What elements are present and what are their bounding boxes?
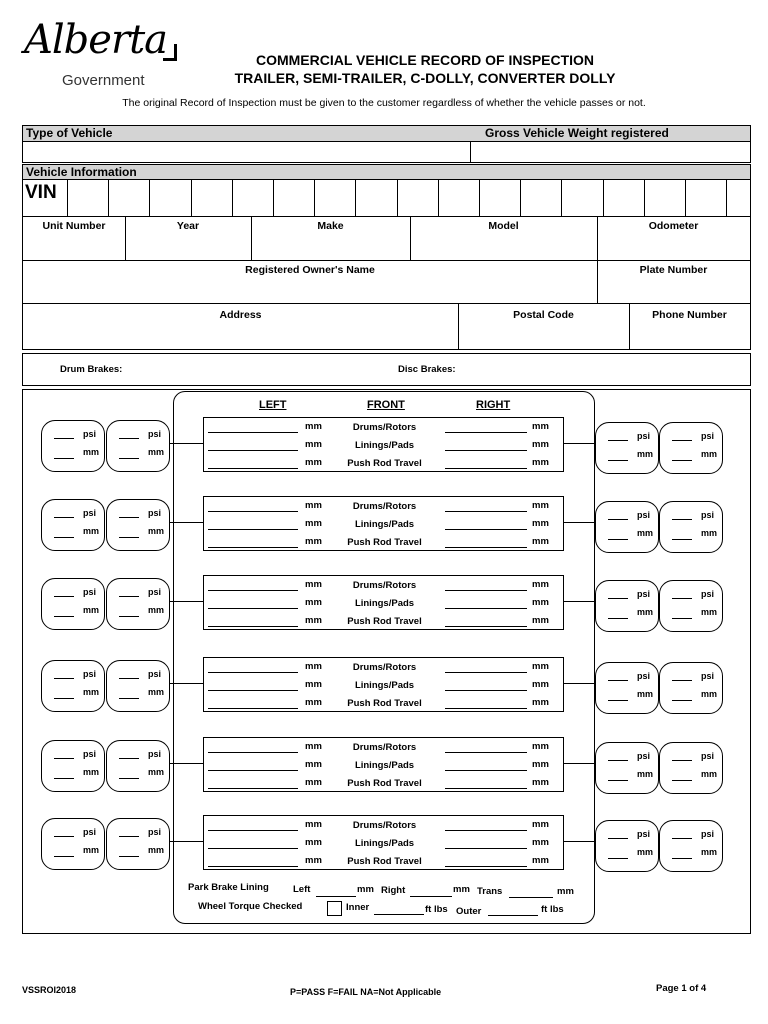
- right-mm-unit: mm: [532, 518, 549, 529]
- tread-field[interactable]: [672, 780, 692, 781]
- park-left-field[interactable]: [316, 896, 356, 897]
- left-mm-unit: mm: [305, 457, 322, 468]
- postal-code-label: Postal Code: [513, 309, 574, 321]
- park-left-label: Left: [293, 884, 311, 895]
- left-mm-unit: mm: [305, 759, 322, 770]
- mm-unit: mm: [147, 845, 164, 855]
- notice-text: The original Record of Inspection must be given to the customer regardless of whether the vehicle passes or not.: [122, 97, 646, 109]
- left-mm-unit: mm: [305, 579, 322, 590]
- right-mm-unit: mm: [532, 536, 549, 547]
- vin-digit-cell[interactable]: [150, 180, 190, 216]
- vin-digit-cell[interactable]: [68, 180, 108, 216]
- psi-unit: psi: [636, 671, 650, 681]
- tread-field[interactable]: [672, 618, 692, 619]
- alberta-logo: Alberta: [24, 17, 167, 63]
- brake-type-row: [22, 353, 751, 386]
- psi-unit: psi: [636, 510, 650, 520]
- psi-field[interactable]: [119, 438, 139, 439]
- psi-unit: psi: [700, 829, 714, 839]
- right-measure-field[interactable]: [445, 626, 527, 627]
- push-rod-travel-label: Push Rod Travel: [347, 856, 422, 867]
- left-mm-unit: mm: [305, 741, 322, 752]
- linings-pads-label: Linings/Pads: [354, 519, 415, 530]
- psi-field[interactable]: [119, 517, 139, 518]
- right-measure-field[interactable]: [445, 672, 527, 673]
- right-mm-unit: mm: [532, 421, 549, 432]
- mm-unit: mm: [82, 845, 99, 855]
- mm-unit: mm: [82, 767, 99, 777]
- psi-unit: psi: [636, 589, 650, 599]
- left-mm-unit: mm: [305, 500, 322, 511]
- tread-field[interactable]: [119, 698, 139, 699]
- psi-unit: psi: [147, 827, 161, 837]
- tread-field[interactable]: [54, 616, 74, 617]
- tread-field[interactable]: [54, 856, 74, 857]
- plate-number-label: Plate Number: [639, 264, 708, 276]
- mm-unit: mm: [82, 605, 99, 615]
- park-trans-field[interactable]: [509, 897, 553, 898]
- mm-unit: mm: [147, 767, 164, 777]
- vin-digit-cell[interactable]: [480, 180, 520, 216]
- park-right-unit: mm: [453, 884, 470, 895]
- right-measure-field[interactable]: [445, 432, 527, 433]
- left-mm-unit: mm: [305, 679, 322, 690]
- unit-number-label: Unit Number: [42, 220, 106, 232]
- right-mm-unit: mm: [532, 457, 549, 468]
- vin-digit-cell[interactable]: [233, 180, 273, 216]
- form-code: VSSROI2018: [22, 985, 77, 995]
- left-mm-unit: mm: [305, 777, 322, 788]
- wheel-torque-checkbox[interactable]: [327, 901, 342, 916]
- pass-fail-legend: P=PASS F=FAIL NA=Not Applicable: [290, 987, 442, 997]
- mm-unit: mm: [700, 528, 717, 538]
- psi-field[interactable]: [608, 760, 628, 761]
- vin-digit-cell[interactable]: [109, 180, 149, 216]
- park-trans-label: Trans: [477, 886, 503, 897]
- left-mm-unit: mm: [305, 421, 322, 432]
- right-measure-field[interactable]: [445, 752, 527, 753]
- form-title-line2: TRAILER, SEMI-TRAILER, C-DOLLY, CONVERTER DOLLY: [234, 70, 616, 86]
- drums-rotors-label: Drums/Rotors: [352, 662, 417, 673]
- vin-digit-cell[interactable]: [192, 180, 232, 216]
- linings-pads-label: Linings/Pads: [354, 838, 415, 849]
- drums-rotors-label: Drums/Rotors: [352, 580, 417, 591]
- tire-right-outer[interactable]: [659, 422, 723, 474]
- phone-number-label: Phone Number: [652, 309, 727, 321]
- drums-rotors-label: Drums/Rotors: [352, 501, 417, 512]
- psi-unit: psi: [82, 508, 96, 518]
- inner-unit: ft lbs: [425, 904, 448, 915]
- gvw-field[interactable]: [472, 142, 750, 162]
- right-mm-unit: mm: [532, 697, 549, 708]
- park-right-field[interactable]: [410, 896, 452, 897]
- tread-field[interactable]: [608, 539, 628, 540]
- vin-label: VIN: [25, 182, 57, 203]
- right-measure-field[interactable]: [445, 450, 527, 451]
- tire-left-inner[interactable]: [106, 740, 170, 792]
- psi-field[interactable]: [672, 680, 692, 681]
- axle-1-brake-box: [203, 417, 564, 472]
- mm-unit: mm: [700, 607, 717, 617]
- mm-unit: mm: [700, 689, 717, 699]
- psi-unit: psi: [147, 508, 161, 518]
- psi-field[interactable]: [672, 838, 692, 839]
- linings-pads-label: Linings/Pads: [354, 440, 415, 451]
- drums-rotors-label: Drums/Rotors: [352, 820, 417, 831]
- tire-right-outer[interactable]: [659, 662, 723, 714]
- tire-left-inner[interactable]: [106, 818, 170, 870]
- psi-unit: psi: [82, 429, 96, 439]
- right-measure-field[interactable]: [445, 608, 527, 609]
- tread-field[interactable]: [672, 539, 692, 540]
- tread-field[interactable]: [119, 778, 139, 779]
- psi-field[interactable]: [608, 838, 628, 839]
- vehicle-type-section: [22, 125, 751, 163]
- push-rod-travel-label: Push Rod Travel: [347, 778, 422, 789]
- psi-field[interactable]: [119, 758, 139, 759]
- tread-field[interactable]: [54, 698, 74, 699]
- psi-unit: psi: [700, 510, 714, 520]
- left-mm-unit: mm: [305, 536, 322, 547]
- psi-field[interactable]: [54, 438, 74, 439]
- tire-left-inner[interactable]: [106, 660, 170, 712]
- vin-digit-cell[interactable]: [686, 180, 726, 216]
- right-mm-unit: mm: [532, 500, 549, 511]
- psi-field[interactable]: [119, 836, 139, 837]
- tire-right-inner[interactable]: [595, 742, 659, 794]
- park-right-label: Right: [381, 885, 406, 896]
- psi-unit: psi: [147, 587, 161, 597]
- mm-unit: mm: [147, 605, 164, 615]
- tread-field[interactable]: [119, 616, 139, 617]
- tread-field[interactable]: [54, 778, 74, 779]
- left-mm-unit: mm: [305, 439, 322, 450]
- type-of-vehicle-field[interactable]: [24, 142, 469, 162]
- vin-digit-cell[interactable]: [398, 180, 438, 216]
- vin-row: [22, 179, 751, 217]
- push-rod-travel-label: Push Rod Travel: [347, 698, 422, 709]
- unit-row: [22, 216, 751, 261]
- mm-unit: mm: [636, 689, 653, 699]
- outer-label: Outer: [456, 906, 482, 917]
- right-mm-unit: mm: [532, 855, 549, 866]
- psi-unit: psi: [82, 587, 96, 597]
- psi-unit: psi: [147, 749, 161, 759]
- tire-right-outer[interactable]: [659, 501, 723, 553]
- right-measure-field[interactable]: [445, 866, 527, 867]
- psi-field[interactable]: [119, 596, 139, 597]
- push-rod-travel-label: Push Rod Travel: [347, 537, 422, 548]
- tire-right-inner[interactable]: [595, 501, 659, 553]
- psi-unit: psi: [700, 431, 714, 441]
- drums-rotors-label: Drums/Rotors: [352, 742, 417, 753]
- tread-field[interactable]: [119, 458, 139, 459]
- right-mm-unit: mm: [532, 597, 549, 608]
- mm-unit: mm: [147, 526, 164, 536]
- tire-right-inner[interactable]: [595, 662, 659, 714]
- mm-unit: mm: [147, 687, 164, 697]
- right-measure-field[interactable]: [445, 848, 527, 849]
- psi-field[interactable]: [54, 678, 74, 679]
- address-label: Address: [219, 309, 262, 321]
- tread-field[interactable]: [119, 537, 139, 538]
- tread-field[interactable]: [608, 700, 628, 701]
- psi-unit: psi: [147, 429, 161, 439]
- psi-unit: psi: [700, 671, 714, 681]
- psi-field[interactable]: [672, 760, 692, 761]
- psi-unit: psi: [636, 829, 650, 839]
- axle-4-brake-box: [203, 657, 564, 712]
- right-measure-field[interactable]: [445, 708, 527, 709]
- tire-left-inner[interactable]: [106, 420, 170, 472]
- right-heading: RIGHT: [476, 399, 511, 411]
- tire-right-outer[interactable]: [659, 820, 723, 872]
- mm-unit: mm: [147, 447, 164, 457]
- mm-unit: mm: [700, 449, 717, 459]
- odometer-label: Odometer: [648, 220, 699, 232]
- tire-right-outer[interactable]: [659, 742, 723, 794]
- tire-right-inner[interactable]: [595, 580, 659, 632]
- vin-digit-cell[interactable]: [604, 180, 644, 216]
- tread-field[interactable]: [608, 780, 628, 781]
- right-mm-unit: mm: [532, 615, 549, 626]
- psi-unit: psi: [636, 751, 650, 761]
- psi-field[interactable]: [608, 598, 628, 599]
- left-mm-unit: mm: [305, 819, 322, 830]
- axle-5-brake-box: [203, 737, 564, 792]
- vin-digit-cell[interactable]: [315, 180, 355, 216]
- tire-left-outer[interactable]: [41, 420, 105, 472]
- right-mm-unit: mm: [532, 819, 549, 830]
- drum-brakes-label: Drum Brakes:: [60, 364, 123, 375]
- right-measure-field[interactable]: [445, 529, 527, 530]
- page-number: Page 1 of 4: [656, 983, 707, 994]
- right-mm-unit: mm: [532, 579, 549, 590]
- psi-unit: psi: [82, 827, 96, 837]
- right-measure-field[interactable]: [445, 770, 527, 771]
- tire-left-outer[interactable]: [41, 578, 105, 630]
- front-heading: FRONT: [367, 399, 405, 411]
- vin-digit-cell[interactable]: [645, 180, 685, 216]
- psi-unit: psi: [700, 751, 714, 761]
- disc-brakes-label: Disc Brakes:: [398, 364, 456, 375]
- tread-field[interactable]: [608, 618, 628, 619]
- axle-6-brake-box: [203, 815, 564, 870]
- right-measure-field[interactable]: [445, 547, 527, 548]
- left-mm-unit: mm: [305, 661, 322, 672]
- left-mm-unit: mm: [305, 597, 322, 608]
- alberta-logo-mark-icon: [163, 44, 177, 61]
- linings-pads-label: Linings/Pads: [354, 760, 415, 771]
- vin-digit-cell[interactable]: [562, 180, 602, 216]
- tread-field[interactable]: [54, 537, 74, 538]
- vin-digit-cell[interactable]: [356, 180, 396, 216]
- gvw-label: Gross Vehicle Weight registered: [485, 126, 669, 140]
- right-measure-field[interactable]: [445, 690, 527, 691]
- psi-field[interactable]: [672, 598, 692, 599]
- push-rod-travel-label: Push Rod Travel: [347, 458, 422, 469]
- psi-field[interactable]: [672, 519, 692, 520]
- psi-field[interactable]: [54, 758, 74, 759]
- year-label: Year: [176, 220, 200, 232]
- vin-digit-cell[interactable]: [727, 180, 767, 216]
- government-label: Government: [62, 72, 145, 89]
- psi-field[interactable]: [119, 678, 139, 679]
- form-title-line1: COMMERCIAL VEHICLE RECORD OF INSPECTION: [255, 52, 595, 68]
- inner-label: Inner: [346, 902, 370, 913]
- vin-digit-cell[interactable]: [521, 180, 561, 216]
- right-mm-unit: mm: [532, 741, 549, 752]
- owner-row: [22, 260, 751, 304]
- mm-unit: mm: [636, 769, 653, 779]
- vin-digit-cell[interactable]: [274, 180, 314, 216]
- linings-pads-label: Linings/Pads: [354, 680, 415, 691]
- vehicle-info-band: [22, 164, 751, 180]
- psi-field[interactable]: [54, 836, 74, 837]
- model-label: Model: [488, 220, 519, 232]
- vehicle-info-label: Vehicle Information: [26, 165, 137, 179]
- right-measure-field[interactable]: [445, 511, 527, 512]
- mm-unit: mm: [636, 607, 653, 617]
- mm-unit: mm: [82, 526, 99, 536]
- drums-rotors-label: Drums/Rotors: [352, 422, 417, 433]
- right-mm-unit: mm: [532, 679, 549, 690]
- wheel-torque-label: Wheel Torque Checked: [198, 901, 303, 912]
- right-measure-field[interactable]: [445, 590, 527, 591]
- right-measure-field[interactable]: [445, 468, 527, 469]
- psi-field[interactable]: [608, 440, 628, 441]
- linings-pads-label: Linings/Pads: [354, 598, 415, 609]
- park-left-unit: mm: [357, 884, 374, 895]
- tread-field[interactable]: [54, 458, 74, 459]
- tire-left-inner[interactable]: [106, 578, 170, 630]
- tread-field[interactable]: [672, 700, 692, 701]
- right-mm-unit: mm: [532, 777, 549, 788]
- tire-left-outer[interactable]: [41, 740, 105, 792]
- tire-left-outer[interactable]: [41, 660, 105, 712]
- left-mm-unit: mm: [305, 697, 322, 708]
- vin-digit-cell[interactable]: [439, 180, 479, 216]
- park-trans-unit: mm: [557, 886, 574, 897]
- park-brake-label: Park Brake Lining: [188, 882, 269, 893]
- mm-unit: mm: [636, 847, 653, 857]
- psi-unit: psi: [82, 669, 96, 679]
- right-mm-unit: mm: [532, 837, 549, 848]
- mm-unit: mm: [82, 447, 99, 457]
- left-mm-unit: mm: [305, 837, 322, 848]
- psi-field[interactable]: [608, 519, 628, 520]
- psi-field[interactable]: [672, 440, 692, 441]
- tire-left-inner[interactable]: [106, 499, 170, 551]
- tire-left-outer[interactable]: [41, 499, 105, 551]
- left-mm-unit: mm: [305, 518, 322, 529]
- tire-right-inner[interactable]: [595, 820, 659, 872]
- psi-unit: psi: [82, 749, 96, 759]
- axle-3-brake-box: [203, 575, 564, 630]
- psi-field[interactable]: [54, 517, 74, 518]
- psi-unit: psi: [700, 589, 714, 599]
- right-measure-field[interactable]: [445, 830, 527, 831]
- tread-field[interactable]: [119, 856, 139, 857]
- right-measure-field[interactable]: [445, 788, 527, 789]
- tire-left-outer[interactable]: [41, 818, 105, 870]
- left-mm-unit: mm: [305, 615, 322, 626]
- right-mm-unit: mm: [532, 759, 549, 770]
- right-mm-unit: mm: [532, 439, 549, 450]
- psi-unit: psi: [147, 669, 161, 679]
- left-mm-unit: mm: [305, 855, 322, 866]
- outer-field[interactable]: [488, 915, 538, 916]
- right-mm-unit: mm: [532, 661, 549, 672]
- tire-right-inner[interactable]: [595, 422, 659, 474]
- push-rod-travel-label: Push Rod Travel: [347, 616, 422, 627]
- mm-unit: mm: [700, 847, 717, 857]
- psi-field[interactable]: [608, 680, 628, 681]
- left-heading: LEFT: [259, 399, 287, 411]
- mm-unit: mm: [700, 769, 717, 779]
- outer-unit: ft lbs: [541, 904, 564, 915]
- address-row: [22, 303, 751, 350]
- owner-name-label: Registered Owner's Name: [245, 264, 375, 276]
- tread-field[interactable]: [608, 460, 628, 461]
- mm-unit: mm: [636, 449, 653, 459]
- mm-unit: mm: [82, 687, 99, 697]
- psi-unit: psi: [636, 431, 650, 441]
- make-label: Make: [317, 220, 344, 232]
- axle-2-brake-box: [203, 496, 564, 551]
- psi-field[interactable]: [54, 596, 74, 597]
- tread-field[interactable]: [608, 858, 628, 859]
- mm-unit: mm: [636, 528, 653, 538]
- tire-right-outer[interactable]: [659, 580, 723, 632]
- type-of-vehicle-label: Type of Vehicle: [26, 126, 113, 140]
- tread-field[interactable]: [672, 858, 692, 859]
- tread-field[interactable]: [672, 460, 692, 461]
- inner-field[interactable]: [374, 914, 424, 915]
